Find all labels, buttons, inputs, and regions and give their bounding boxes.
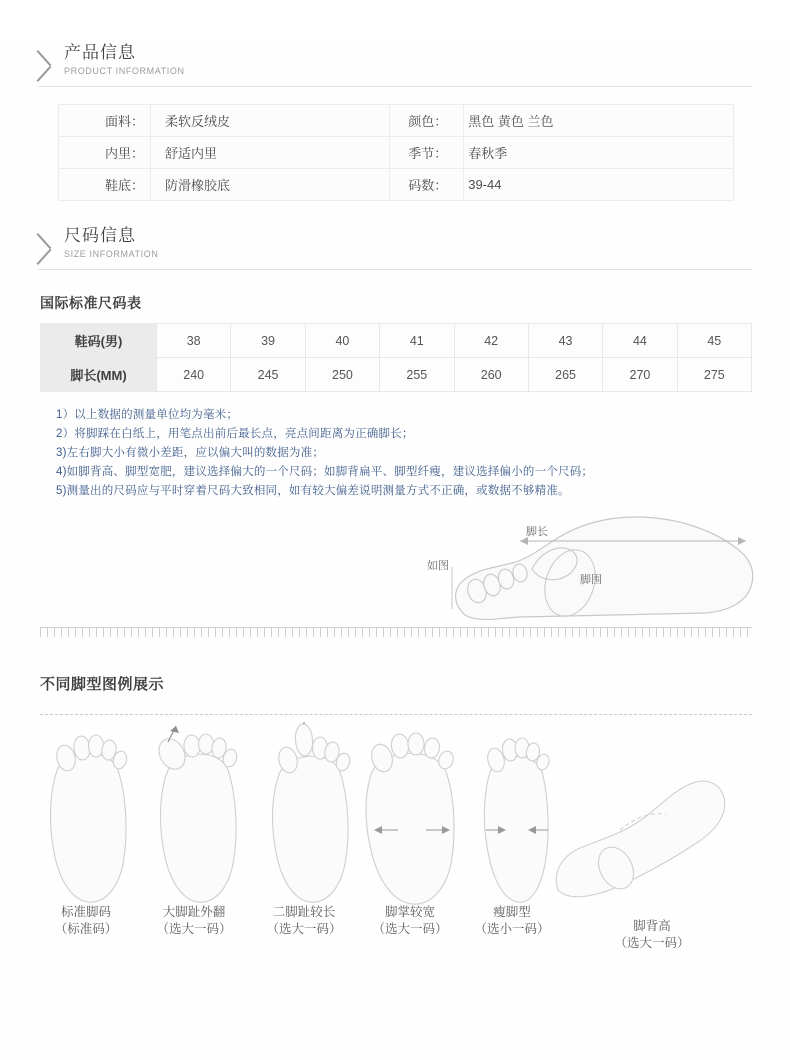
note-line: 3)左右脚大小有微小差距，应以偏大叫的数据为准； <box>56 447 325 459</box>
cell-foot-length: 250 <box>305 358 379 392</box>
corner-bracket-icon <box>38 233 64 265</box>
foot-type-caption <box>452 904 572 938</box>
foot-type-advice: （标准码） <box>54 922 118 936</box>
table-row <box>59 137 734 169</box>
foot-type-advice: （选大一码） <box>372 922 448 936</box>
foot-type-advice: （选小一码） <box>474 922 550 936</box>
section-divider <box>38 86 752 87</box>
note-line: 2）将脚踩在白纸上，用笔点出前后最长点，亮点间距离为正确脚长； <box>56 428 414 440</box>
info-value-2: 春秋季 <box>464 137 734 169</box>
cell-shoe-size: 39 <box>231 324 305 358</box>
info-value: 柔软反绒皮 <box>151 105 390 137</box>
note-line: 1）以上数据的测量单位均为毫米； <box>56 409 239 421</box>
cell-foot-length: 275 <box>677 358 751 392</box>
foot-type-advice: （选大一码） <box>614 936 690 950</box>
cell-foot-length: 265 <box>528 358 602 392</box>
info-value: 防滑橡胶底 <box>151 169 390 201</box>
section-title-en: SIZE INFORMATION <box>64 249 159 259</box>
info-value-2: 黑色 黄色 兰色 <box>464 105 734 137</box>
label-foot-length: 脚长 <box>526 526 548 538</box>
info-key-2: 季节： <box>390 137 464 169</box>
page-root <box>0 42 790 1060</box>
foot-type-name: 标准脚码 <box>60 905 111 919</box>
foot-type-caption <box>26 904 146 938</box>
label-as-shown: 如图 <box>427 560 449 572</box>
label-foot-girth: 脚围 <box>580 574 602 586</box>
cell-foot-length: 260 <box>454 358 528 392</box>
ruler-scale <box>40 627 752 645</box>
foot-type-name: 瘦脚型 <box>493 905 531 919</box>
foot-type-caption <box>134 904 254 938</box>
foot-type-advice: （选大一码） <box>266 922 342 936</box>
cell-foot-length: 270 <box>603 358 677 392</box>
section-header-size-info <box>38 225 790 277</box>
size-chart-table <box>40 323 752 392</box>
info-key: 鞋底： <box>59 169 151 201</box>
info-key: 面料： <box>59 105 151 137</box>
row-header-foot-length: 脚长(MM) <box>41 358 157 392</box>
foot-type-caption <box>592 918 712 952</box>
section-title-cn: 产品信息 <box>64 43 136 62</box>
info-key-2: 颜色： <box>390 105 464 137</box>
cell-foot-length: 240 <box>157 358 231 392</box>
section-title-en: PRODUCT INFORMATION <box>64 66 185 76</box>
size-chart-title: 国际标准尺码表 <box>40 295 142 311</box>
cell-shoe-size: 38 <box>157 324 231 358</box>
table-row <box>41 324 752 358</box>
foot-type-advice: （选大一码） <box>156 922 232 936</box>
foot-type-name: 脚背高 <box>633 919 671 933</box>
info-key-2: 码数： <box>390 169 464 201</box>
corner-bracket-icon <box>38 50 64 82</box>
row-header-shoe-size: 鞋码(男) <box>41 324 157 358</box>
section-title-group <box>64 42 185 78</box>
foot-type-name: 脚掌较宽 <box>384 905 435 919</box>
foot-type-caption <box>244 904 364 938</box>
product-info-table <box>58 104 734 201</box>
section-header-product-info <box>38 42 790 94</box>
section-title-group <box>64 225 158 261</box>
section-divider <box>38 269 752 270</box>
cell-foot-length: 255 <box>380 358 454 392</box>
foot-measurement-diagram <box>0 505 790 645</box>
cell-shoe-size: 42 <box>454 324 528 358</box>
section-title-cn: 尺码信息 <box>64 226 136 245</box>
foot-types-title: 不同脚型图例展示 <box>40 676 165 693</box>
cell-shoe-size: 41 <box>380 324 454 358</box>
cell-shoe-size: 44 <box>603 324 677 358</box>
info-value-2: 39-44 <box>464 169 734 201</box>
note-line: 4)如脚背高、脚型宽肥，建议选择偏大的一个尺码；如脚背扁平、脚型纤瘦，建议选择偏小的一个尺码； <box>56 466 594 478</box>
foot-side-illustration <box>0 505 790 645</box>
cell-shoe-size: 40 <box>305 324 379 358</box>
cell-foot-length: 245 <box>231 358 305 392</box>
cell-shoe-size: 43 <box>528 324 602 358</box>
foot-types-illustrations <box>0 722 790 932</box>
info-value: 舒适内里 <box>151 137 390 169</box>
measurement-notes <box>56 406 790 501</box>
cell-shoe-size: 45 <box>677 324 751 358</box>
table-row <box>59 169 734 201</box>
table-row <box>59 105 734 137</box>
table-row <box>41 358 752 392</box>
note-line: 5)测量出的尺码应与平时穿着尺码大致相同，如有较大偏差说明测量方式不正确，或数据不够精准。 <box>56 485 570 497</box>
info-key: 内里： <box>59 137 151 169</box>
foot-types-panel <box>0 708 790 968</box>
foot-type-name: 二脚趾较长 <box>272 905 336 919</box>
dashed-guide-top <box>40 714 752 715</box>
foot-type-name: 大脚趾外翻 <box>162 905 226 919</box>
